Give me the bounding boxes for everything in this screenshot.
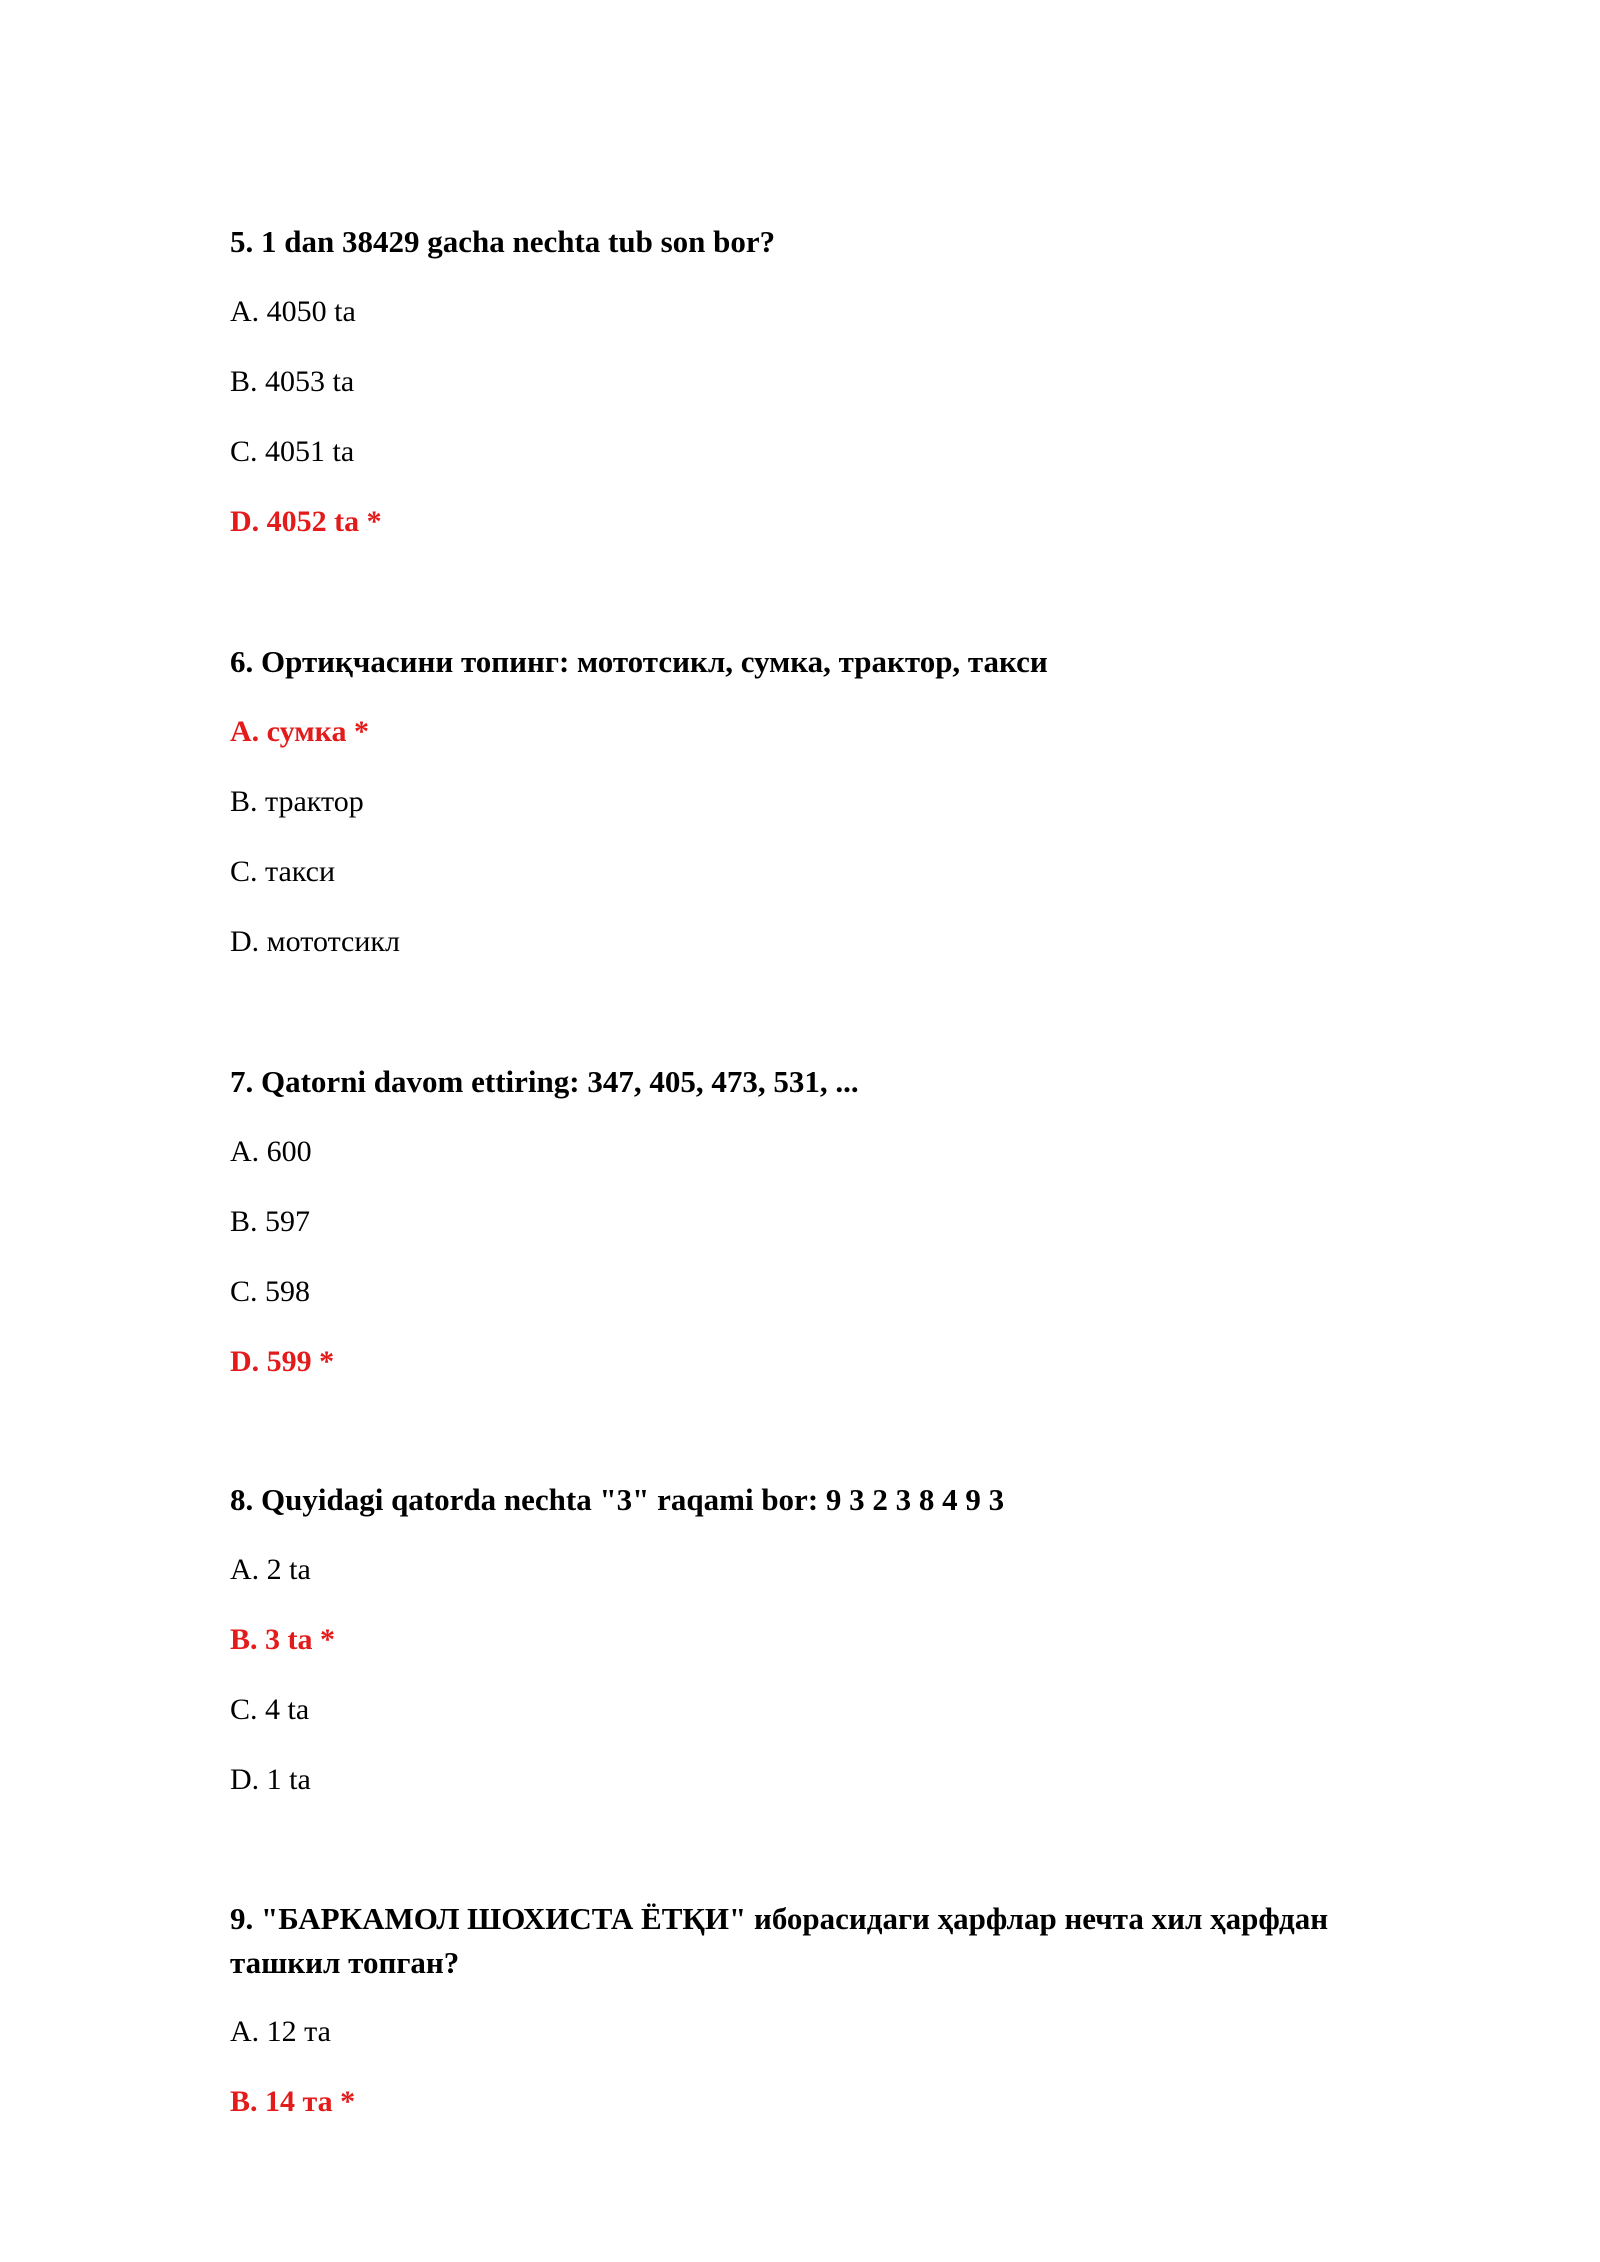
question-title: 6. Ортиқчасини топинг: мототсикл, сумка, трактор, такси: [230, 644, 1048, 679]
question-title: 8. Quyidagi qatorda nechta "3" raqami bor: 9 3 2 3 8 4 9 3: [230, 1482, 1005, 1517]
option-b-correct: B. 3 ta *: [230, 1623, 335, 1656]
option-c: C. 4 ta: [230, 1693, 310, 1726]
question-title: 9. "БАРКАМОЛ ШОХИСТА ЁТҚИ" иборасидаги ҳарфлар нечта хил ҳарфдан ташкил топган?: [230, 1901, 1329, 1980]
question-5: [230, 220, 1430, 538]
option-a: A. 2 ta: [230, 1553, 311, 1586]
question-7: [230, 1060, 1430, 1378]
question-8: [230, 1478, 1430, 1796]
option-a: A. 4050 ta: [230, 295, 356, 328]
option-d: D. мототсикл: [230, 925, 400, 958]
option-b: B. 4053 ta: [230, 365, 355, 398]
option-d-correct: D. 599 *: [230, 1345, 335, 1378]
question-title: 5. 1 dan 38429 gacha nechta tub son bor?: [230, 224, 776, 259]
option-c: C. 4051 ta: [230, 435, 355, 468]
option-c: C. такси: [230, 855, 335, 888]
option-a: A. 600: [230, 1135, 312, 1168]
option-b: B. трактор: [230, 785, 364, 818]
option-b: B. 597: [230, 1205, 311, 1238]
option-a-correct: A. сумка *: [230, 715, 369, 748]
option-d: D. 1 ta: [230, 1763, 311, 1796]
option-a: A. 12 та: [230, 2015, 331, 2048]
option-b-correct: B. 14 та *: [230, 2085, 356, 2118]
question-6: [230, 640, 1430, 958]
option-d-correct: D. 4052 ta *: [230, 505, 382, 538]
question-title: 7. Qatorni davom ettiring: 347, 405, 473, 531, ...: [230, 1064, 859, 1099]
question-9: [230, 1897, 1430, 2118]
option-c: C. 598: [230, 1275, 311, 1308]
